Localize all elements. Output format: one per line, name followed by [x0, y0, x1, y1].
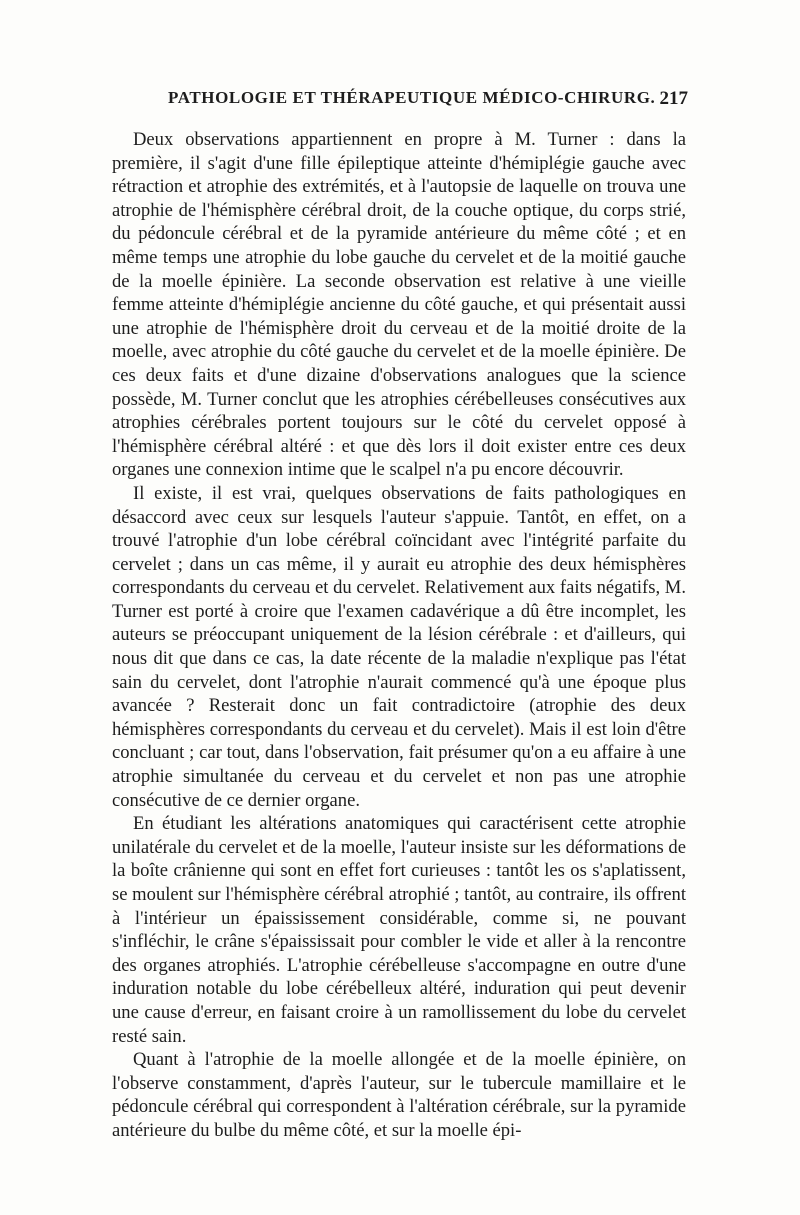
paragraph-2: Il existe, il est vrai, quelques observations de faits pathologiques en désaccord avec ceux sur lesquels l'auteur s'appuie. Tantôt, en effet, on a trouvé l'atrophie d'un lobe cérébral coïncidant avec l'intégrité parfaite du cervelet ; dans un cas même, il y aurait eu atrophie des deux hémisphères correspondants du cerveau et du cervelet. Relativement aux faits négatifs, M. Turner est porté à croire que l'examen cadavérique a dû être incomplet, les auteurs se préoccupant uniquement de la lésion cérébrale : et d'ailleurs, qui nous dit que dans ce cas, la date récente de la maladie n'explique pas l'état sain du cervelet, dont l'atrophie n'aurait commencé qu'à une époque plus avancée ? Resterait donc un fait contradictoire (atrophie des deux hémisphères correspondants du cerveau et du cervelet). Mais il est loin d'être concluant ; car tout, dans l'observation, fait présumer qu'on a eu affaire à une atrophie simultanée du cerveau et du cervelet et non pas une atrophie consécutive de ce dernier organe.: [112, 482, 686, 811]
page-number: 217: [659, 88, 688, 109]
running-title: PATHOLOGIE ET THÉRAPEUTIQUE MÉDICO-CHIRURG.: [168, 88, 656, 107]
paragraph-1: Deux observations appartiennent en propre à M. Turner : dans la première, il s'agit d'une fille épileptique atteinte d'hémiplégie gauche avec rétraction et atrophie des extrémités, et à l'autopsie de laquelle on trouva une atrophie de l'hémisphère cérébral droit, de la couche optique, du corps strié, du pédoncule cérébral et de la pyramide antérieure du même côté ; et en même temps une atrophie du lobe gauche du cervelet et de la moitié gauche de la moelle épinière. La seconde observation est relative à une vieille femme atteinte d'hémiplégie ancienne du côté gauche, et qui présentait aussi une atrophie de l'hémisphère droit du cerveau et de la moitié droite de la moelle, avec atrophie du côté gauche du cervelet et de la moelle épinière. De ces deux faits et d'une dizaine d'observations analogues que la science possède, M. Turner conclut que les atrophies cérébelleuses consécutives aux atrophies cérébrales portent toujours sur le côté du cervelet opposé à l'hémisphère cérébral altéré : et que dès lors il doit exister entre ces deux organes une connexion intime que le scalpel n'a pu encore découvrir.: [112, 129, 686, 481]
running-head: [168, 88, 688, 118]
paragraph-3: En étudiant les altérations anatomiques qui caractérisent cette atrophie unilatérale du cervelet et de la moelle, l'auteur insiste sur les déformations de la boîte crânienne qui sont en effet fort curieuses : tantôt les os s'aplatissent, se moulent sur l'hémisphère cérébral atrophié ; tantôt, au contraire, ils offrent à l'intérieur un épaississement considérable, comme si, ne pouvant s'infléchir, le crâne s'épaississait pour combler le vide et aller à la rencontre des organes atrophiés. L'atrophie cérébelleuse s'accompagne en outre d'une induration notable du lobe cérébelleux altéré, induration qui peut devenir une cause d'erreur, en faisant croire à un ramollissement du lobe du cervelet resté sain.: [112, 813, 686, 1047]
body-text: [112, 128, 686, 1143]
paragraph-4: Quant à l'atrophie de la moelle allongée et de la moelle épinière, on l'observe constamment, d'après l'auteur, sur le tubercule mamillaire et le pédoncule cérébral qui correspondent à l'altération cérébrale, sur la pyramide antérieure du bulbe du même côté, et sur la moelle épi-: [112, 1049, 686, 1141]
